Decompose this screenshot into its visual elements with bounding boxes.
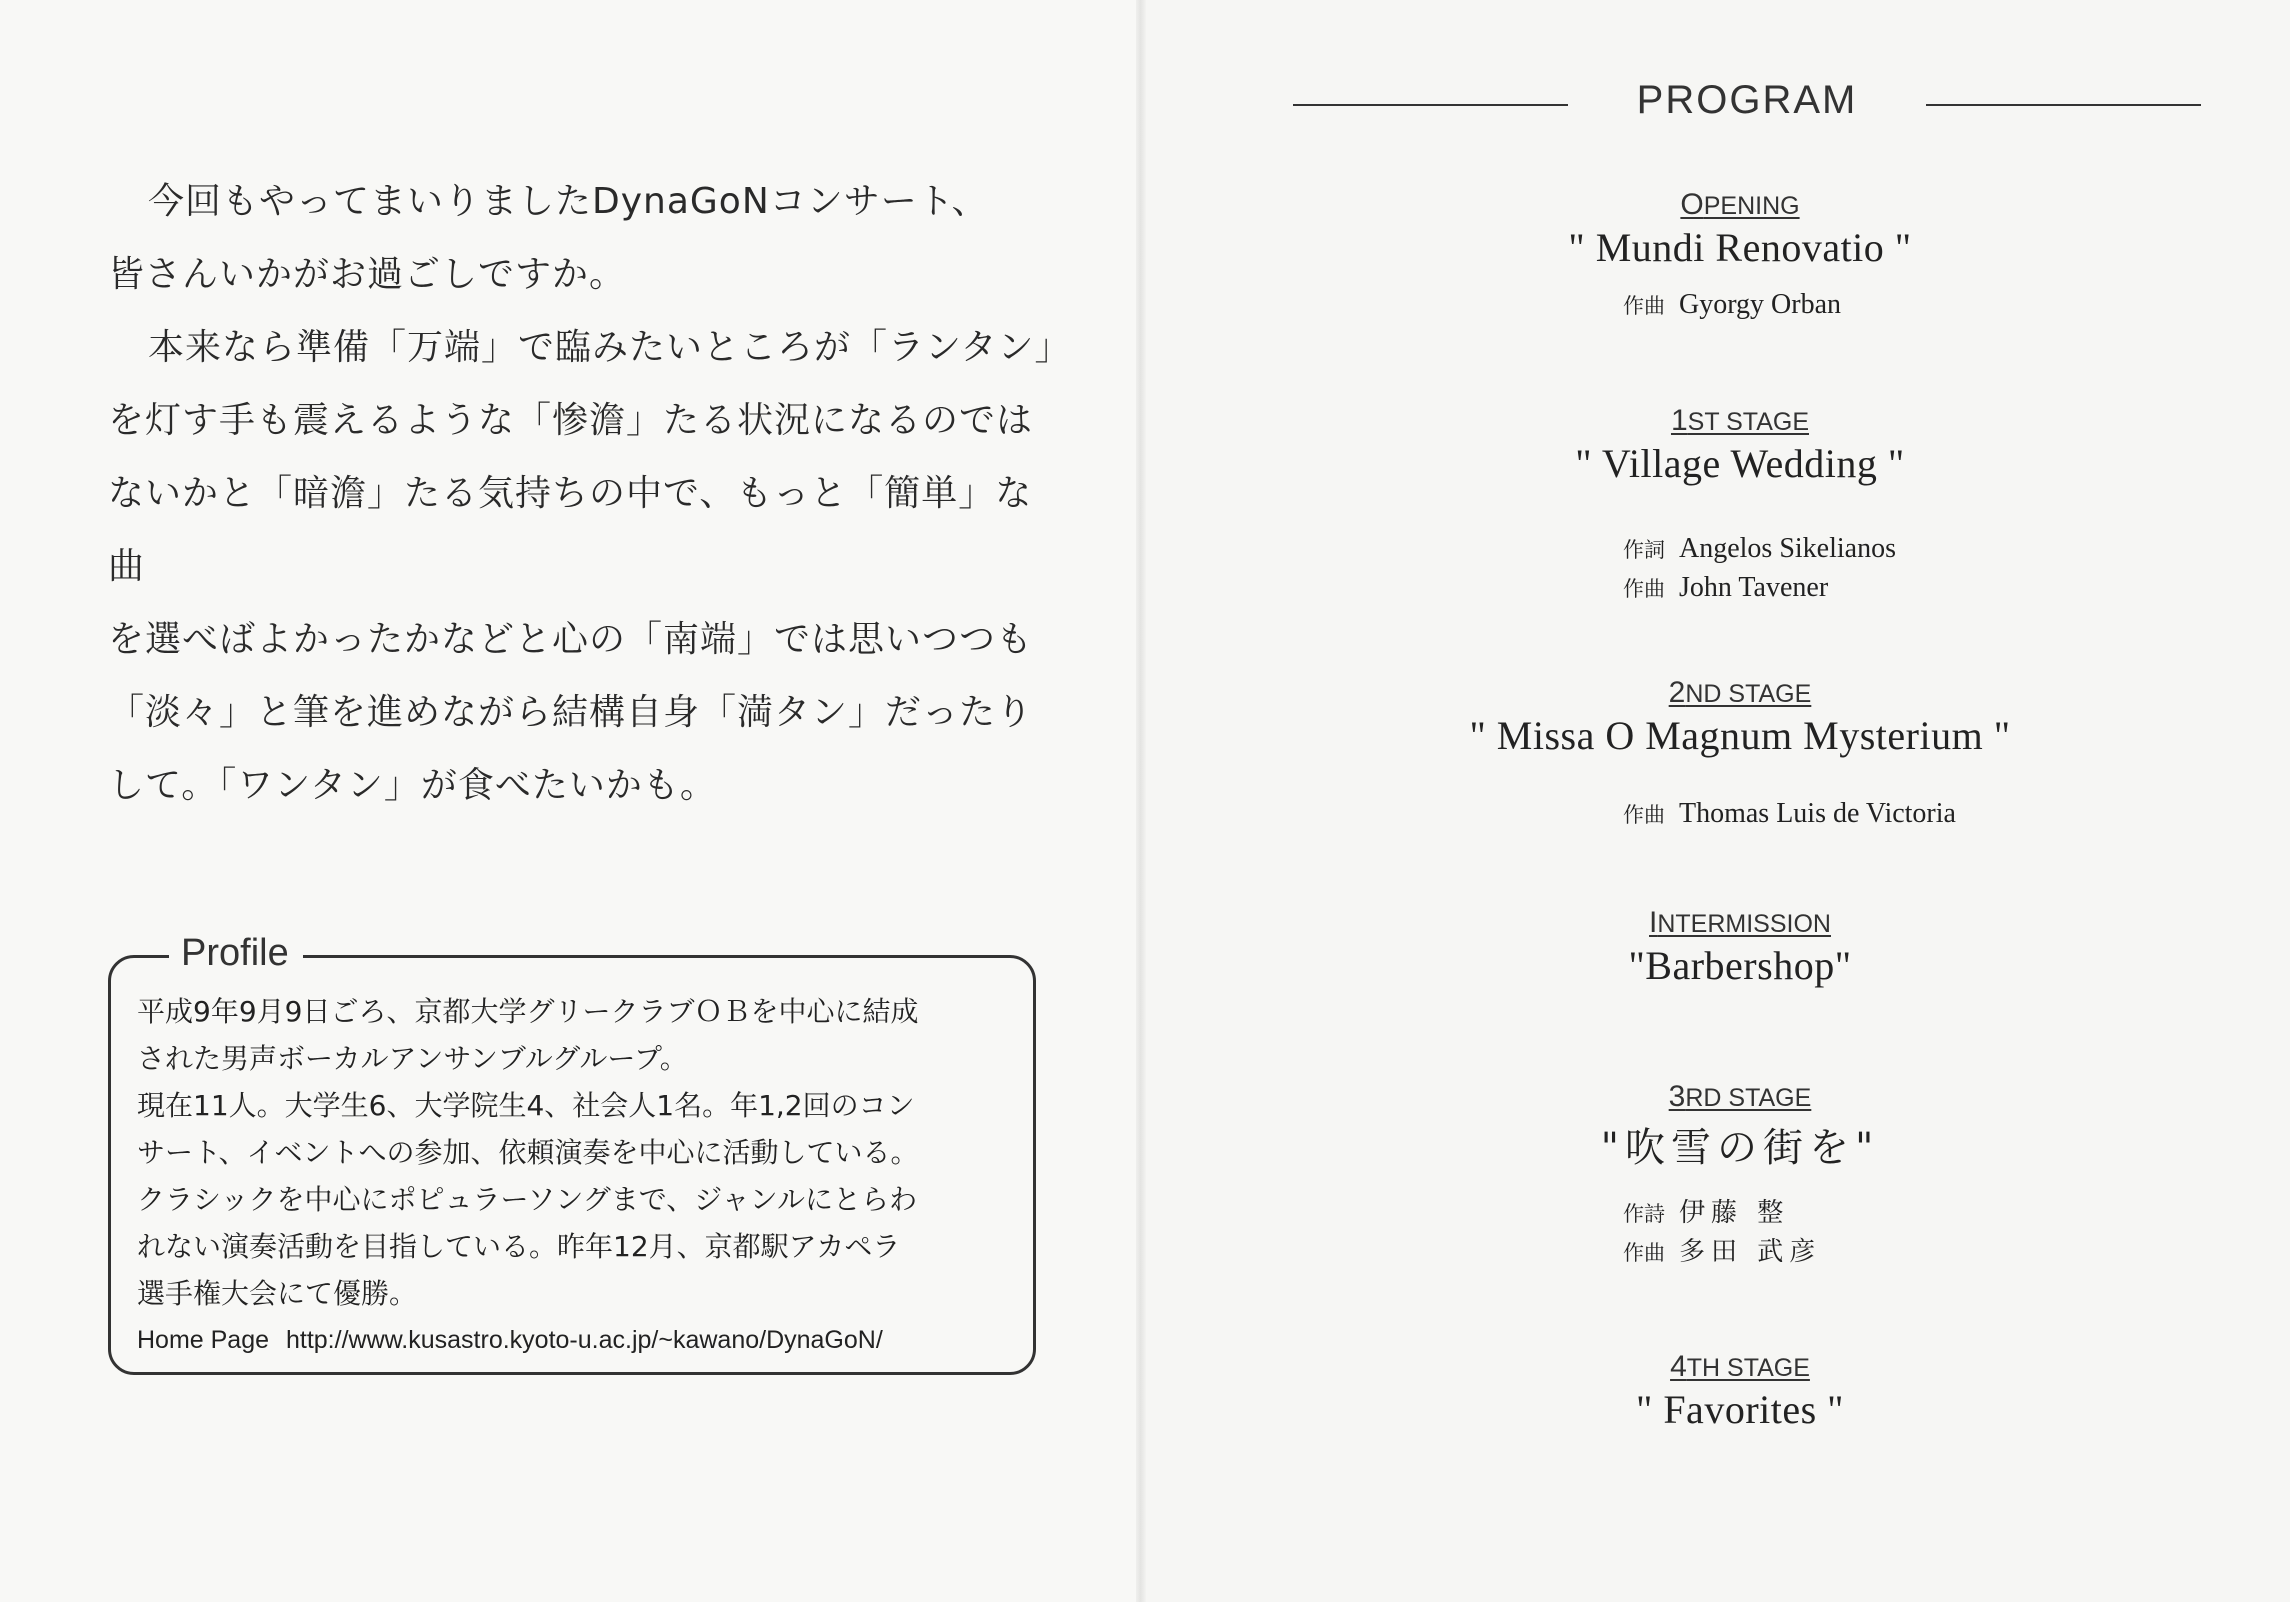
page-fold — [1136, 0, 1146, 1602]
credits-opening — [1623, 286, 1841, 325]
stage-label-3: 3RD STAGE — [1668, 1080, 1812, 1113]
credits-stage3 — [1623, 1194, 1821, 1272]
program-title: PROGRAM — [1636, 78, 1858, 122]
profile-box — [108, 932, 1036, 1375]
lyricist-name: 伊藤 整 — [1679, 1198, 1790, 1228]
program-opening — [1270, 188, 2210, 271]
program-stage4 — [1270, 1350, 2210, 1433]
profile-line: 平成9年9月9日ごろ、京都大学グリークラブＯＢを中心に結成 — [137, 995, 919, 1028]
profile-line: された男声ボーカルアンサンブルグループ。 — [137, 1042, 688, 1075]
greeting-line: 今回もやってまいりましたDynaGoNコンサート、 — [148, 181, 989, 222]
program-stage2 — [1270, 676, 2210, 759]
stage-label-2: 2ND STAGE — [1668, 676, 1812, 709]
profile-line: 現在11人。大学生6、大学院生4、社会人1名。年1,2回のコン — [137, 1089, 915, 1122]
work-title-stage3: "吹雪の街を" — [1600, 1125, 1880, 1171]
composer-name: John Tavener — [1679, 572, 1829, 603]
program-header — [1293, 78, 2201, 128]
profile-body — [137, 988, 1017, 1364]
composer-role: 作曲 — [1623, 294, 1665, 318]
composer-role: 作曲 — [1623, 1241, 1665, 1265]
greeting-line: を灯す手も震えるような「惨澹」たる状況になるのでは — [108, 400, 1034, 441]
composer-name: 多田 武彦 — [1679, 1237, 1822, 1267]
profile-line: サート、イベントへの参加、依頼演奏を中心に活動している。 — [137, 1136, 919, 1169]
program-stage1 — [1270, 404, 2210, 487]
greeting-line: 皆さんいかがお過ごしですか。 — [108, 254, 627, 295]
stage-label-opening: OPENING — [1680, 188, 1800, 221]
stage-label-intermission: INTERMISSION — [1649, 906, 1831, 939]
composer-name: Gyorgy Orban — [1679, 289, 1842, 320]
profile-line: クラシックを中心にポピュラーソングまで、ジャンルにとらわ — [137, 1183, 917, 1216]
greeting-line: して。「ワンタン」が食べたいかも。 — [108, 765, 717, 806]
greeting-text — [108, 165, 1072, 822]
composer-name: Thomas Luis de Victoria — [1679, 798, 1956, 829]
work-title-stage4: " Favorites " — [1635, 1387, 1845, 1432]
composer-role: 作曲 — [1623, 803, 1665, 827]
work-title-stage1: " Village Wedding " — [1575, 441, 1905, 486]
lyricist-role: 作詩 — [1623, 1202, 1665, 1226]
work-title-stage2: " Missa O Magnum Mysterium " — [1469, 713, 2011, 758]
lyricist-role: 作詞 — [1623, 538, 1665, 562]
work-title-intermission: "Barbershop" — [1628, 943, 1852, 988]
greeting-line: ないかと「暗澹」たる気持ちの中で、もっと「簡単」な曲 — [108, 473, 1033, 587]
profile-title: Profile — [169, 932, 303, 975]
profile-line: 選手権大会にて優勝。 — [137, 1277, 418, 1310]
work-title-opening: " Mundi Renovatio " — [1568, 225, 1912, 270]
homepage-label: Home Page — [137, 1326, 270, 1354]
profile-line: れない演奏活動を目指している。昨年12月、京都駅アカペラ — [137, 1230, 901, 1263]
homepage-line — [137, 1317, 1017, 1364]
stage-label-4: 4TH STAGE — [1670, 1350, 1810, 1383]
greeting-line: を選べばよかったかなどと心の「南端」では思いつつも — [108, 619, 1034, 660]
credits-stage1 — [1623, 530, 1896, 608]
program-intermission — [1270, 906, 2210, 989]
stage-label-1: 1ST STAGE — [1670, 404, 1809, 437]
greeting-line: 本来なら準備「万端」で臨みたいところが「ランタン」 — [148, 327, 1072, 368]
homepage-url: http://www.kusastro.kyoto-u.ac.jp/~kawano/DynaGoN/ — [285, 1326, 883, 1354]
composer-role: 作曲 — [1623, 577, 1665, 601]
greeting-line: 「淡々」と筆を進めながら結構自身「満タン」だったり — [108, 692, 1034, 733]
program-stage3 — [1270, 1080, 2210, 1173]
lyricist-name: Angelos Sikelianos — [1679, 533, 1896, 564]
header-rule-right — [1926, 104, 2201, 106]
credits-stage2 — [1623, 795, 1956, 834]
